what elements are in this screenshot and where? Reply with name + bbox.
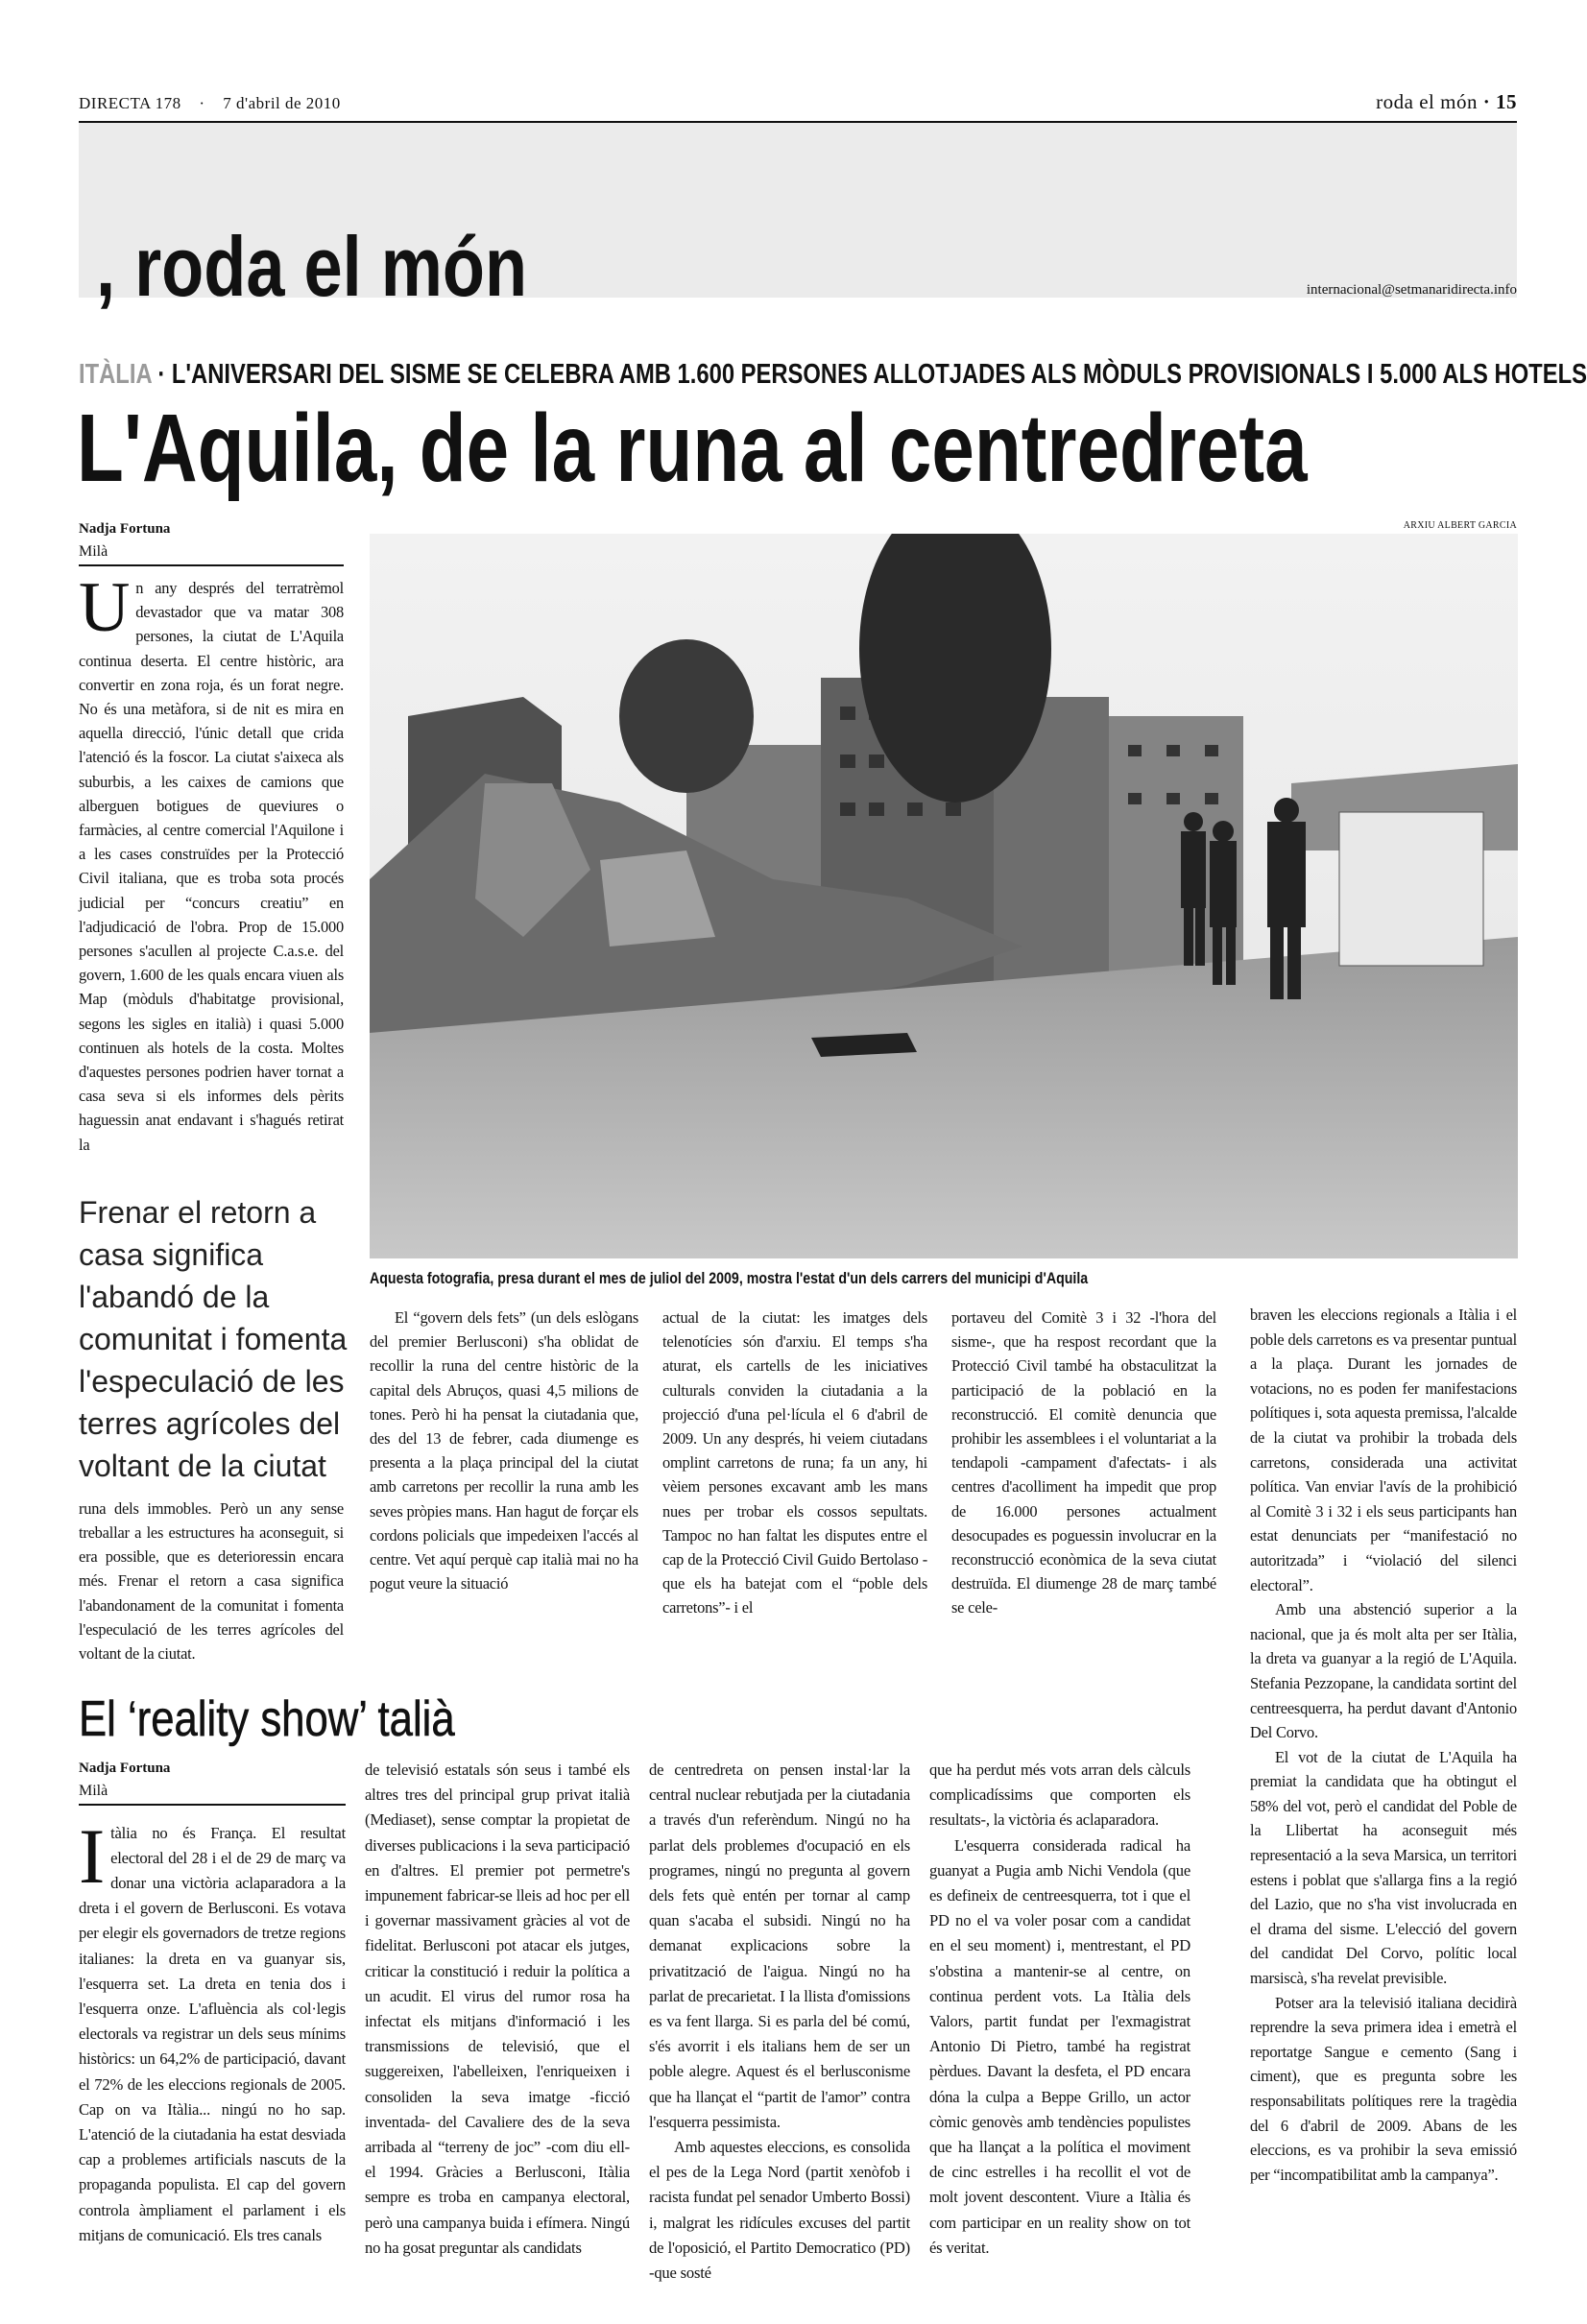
article2-byline	[79, 1758, 346, 1802]
section-email[interactable]: internacional@setmanaridirecta.info	[1306, 282, 1517, 298]
author-city: Milà	[79, 543, 108, 560]
drop-cap: I	[79, 1811, 106, 1900]
article1-left-column	[79, 568, 348, 1665]
article-photo	[370, 534, 1518, 1258]
author-city: Milà	[79, 1783, 108, 1799]
article2	[79, 1689, 1202, 2286]
article-kicker	[79, 359, 1587, 391]
article1-column-2: El “govern dels fets” (un dels eslògans del premier Berlusconi) s'ha oblidat de recollir la runa del centre històric de la capital dels Abruços, quasi 4,5 milions de tones. Però hi ha pensat la ciutadania que, des del 13 de febrer, cada diumenge es presenta a la plaça principal del la ciutat amb carretons per recollir la runa amb les seves pròpies mans. Han hagut de forçar els cordons policials que impedeixen l'accés al centre. Vet aquí perquè cap italià mai no ha pogut veure la situació	[370, 1308, 638, 1593]
byline-rule	[79, 1804, 346, 1806]
section-title: , roda el món	[96, 219, 528, 314]
running-header-left	[79, 94, 341, 113]
article2-column-3: de centredreta on pensen instal·lar la central nuclear rebutjada per la ciutadania a través d'un referèndum. Ningú no ha parlat dels problemes d'ocupació en els programes, ningú no pregunta al govern dels fets què entén per tornar al camp quan s'acaba el subsidi. Ningú no ha demanat explicacions sobre la privatització de l'aigua. Ningú no ha parlat de precarietat. I la llista d'omissions es va fent llarga. Si es parla del bé comú, s'és avorrit i els italians hem de ser un poble alegre. Aquest és el berlusconisme que ha llançat el “partit de l'amor” contra l'esquerra pessimista. Amb aquestes eleccions, es consolida el pes de la Lega Nord (partit xenòfob i racista fundat pel senador Umberto Bossi) i, malgrat les ridícules excuses del partit de l'oposició, el Partito Democratico (PD) -que sosté	[649, 1761, 910, 2283]
article2-column-2: de televisió estatals són seus i també els altres tres del principal grup privat italià (Mediaset), sense comptar la propietat de diverses publicacions i la seva participació en d'altres. El premier pot permetre's impunement fabricar-se lleis ad hoc per ell i governar massivament gràcies al vot de fidelitat. Berlusconi pot atacar els jutges, criticar la constitució i reduir la política a un acudit. El virus del rumor rosa ha infectat els mitjans d'informació i les transmissions de televisió, que el suggereixen, l'abelleixen, l'enriqueixen i consoliden la seva imatge -ficció inventada- del Cavaliere des de la seva arribada al “terreny de joc” -com diu ell- el 1994. Gràcies a Berlusconi, Itàlia sempre es troba en campanya electoral, però una campanya buida i efímera. Ningú no ha gosat preguntar als candidats	[365, 1761, 630, 2257]
issue-date: 7 d'abril de 2010	[223, 94, 341, 112]
article1-under-photo	[370, 1270, 1224, 1620]
article1-column-1	[79, 568, 344, 1157]
author-name: Nadja Fortuna	[79, 521, 171, 537]
author-name: Nadja Fortuna	[79, 1761, 171, 1776]
publication-issue: DIRECTA 178	[79, 94, 181, 112]
page-number: 15	[1496, 90, 1517, 113]
article1-column-4: portaveu del Comitè 3 i 32 -l'hora del sisme-, que ha respost recordant que la Protecció Civil també ha obstaculitzat la participació de la població en la reconstrucció. El comitè denuncia que prohibir les assemblees i el voluntariat a la tendapoli -campament d'afectats- i als centres d'acolliment ha impedit que prop de 16.000 persones actualment desocupades es poguessin involucrar en la reconstrucció econòmica de la seva ciutat destruïda. El diumenge 28 de març també se cele-	[951, 1308, 1216, 1617]
running-header-right: roda el món · 15	[1376, 90, 1517, 113]
photo-caption: Aquesta fotografia, presa durant el mes de juliol del 2009, mostra l'estat d'un dels carrers del municipi d'Aquila	[370, 1270, 1089, 1287]
article1-body-text: n any després del terratrèmol devastador que va matar 308 persones, la ciutat de L'Aquila continua deserta. El centre històric, ara convertir en zona roja, és un forat negre. No és una metàfora, si de nit es mira en aquella direcció, l'únic detall que crida l'atenció és la foscor. La ciutat s'aixeca als suburbis, a les caixes de camions que alberguen botigues de queviures o farmàcies, al centre comercial l'Aquilone i a les cases construïdes per la Protecció Civil italiana, que es troba sota procés judicial per “concurs creatiu” en l'adjudicació de l'obra. Prop de 15.000 persones s'acullen al projecte C.a.s.e. del govern, 1.600 de les quals encara viuen als Map (mòduls d'habitatge provisional, segons les sigles en italià) i quasi 5.000 continuen als hotels de la costa. Moltes d'aquestes persones podrien haver tornat a casa seva si els informes dels pèrits haguessin anat endavant i s'hagués retirat la	[79, 579, 344, 1154]
photo-credit: ARXIU ALBERT GARCIA	[1403, 520, 1517, 531]
header-separator: ·	[199, 94, 205, 112]
article1-column-5: braven les eleccions regionals a Itàlia i el poble dels carretons es va presentar puntual a la plaça. Durant les jornades de votacions, no es poden fer manifestacions polítiques i, sota aquesta premissa, l'alcalde de la ciutat va prohibir la trobada dels carretons, considerada una activitat política. Van enviar l'avís de la prohibició al Comitè 3 i 32 i els seus participants han estat denunciats per “manifestació no autoritzada” i “violació del silenci electoral”. Amb una abstenció superior a la nacional, que ja és molt alta per ser Itàlia, la dreta va guanyar a la regió de L'Aquila. Stefania Pezzopane, la candidata sortint del centreesquerra, ha perdut davant d'Antonio Del Corvo. El vot de la ciutat de L'Aquila ha premiat la candidata que ha obtingut el 58% del vot, però el candidat del Poble de la Llibertat ha aconseguit més representació a la seva Marsica, un territori estens i poblat que s'allarga fins a la regió del Lazio, que no s'ha vist involucrada en el drama del sisme. L'elecció del govern del candidat Del Corvo, polític local marsiscà, s'ha revelat previsible. Potser ara la televisió italiana decidirà reprendre la seva primera idea i emetrà el reportatge Sangue e cemento (Sang i ciment), que es pregunta sobre les responsabilitats polítiques rere la tragèdia del 6 d'abril de 2009. Abans de les eleccions, es va prohibir la seva emissió per “incompatibilitat amb la campanya”.	[1250, 1306, 1517, 2184]
article2-column-1-wrap	[79, 1758, 346, 2248]
section-name: roda el món	[1376, 90, 1478, 113]
article2-column-4: que ha perdut més vots arran dels càlculs complicadíssims que comporten els resultats-, la victòria és aclaparadora. L'esquerra considerada radical ha guanyat a Pugia amb Nichi Vendola (que es defineix de centreesquerra, tot i que el PD no el va voler posar com a candidat en el seu moment) i, mentrestant, el PD s'obstina a mantenir-se al centre, on continua perdent vots. La Itàlia dels Valors, partit fundat per l'exmagistrat Antonio Di Pietro, també ha registrat pèrdues. Davant la desfeta, el PD encara dóna la culpa a Beppe Grillo, un actor còmic genovès amb tendències populistes que ha llançat a la política el moviment de cinc estrelles i ha recollit el vot de molt jovent descontent. Viure a Itàlia és com participar en un reality show on tot és veritat.	[929, 1761, 1190, 2257]
article1-column-1-continued: runa dels immobles. Però un any sense treballar a les estructures ha aconseguit, si era possible, que es deterioressin encara més. Frenar el retorn a casa significa l'abandonament de la comunitat i fomenta l'especulació de les terres agrícoles del voltant de la ciutat.	[79, 1498, 344, 1664]
kicker-country: ITÀLIA	[79, 359, 152, 390]
byline-rule	[79, 564, 344, 566]
article2-headline: El ‘reality show’ talià	[79, 1691, 455, 1747]
article-byline	[79, 518, 344, 563]
article1-column-3: actual de la ciutat: les imatges dels telenotícies són d'arxiu. El temps s'ha aturat, els cartells de les iniciatives culturals conviden la ciutadania a la projecció d'una pel·lícula el 6 d'abril de 2009. Un any després, hi veiem ciutadans omplint carretons de runa; fa un any, hi vèiem persones excavant amb les mans nues per trobar els cossos sepultats. Tampoc no han faltat les disputes entre el cap de la Protecció Civil Guido Bertolaso -que els ha batejat com el “poble dels carretons”- i el	[662, 1308, 927, 1617]
kicker-text: · L'ANIVERSARI DEL SISME SE CELEBRA AMB 1.600 PERSONES ALLOTJADES ALS MÒDULS PROVISIONALS I 5.000 ALS HOTELS	[151, 359, 1587, 390]
pull-quote: Frenar el retorn a casa significa l'abandó de la comunitat i fomenta l'especulació de les terres agrícoles del voltant de la ciutat	[79, 1194, 348, 1483]
drop-cap: U	[79, 568, 131, 647]
article-headline: L'Aquila, de la runa al centredreta	[77, 395, 1308, 502]
earthquake-street-photo	[370, 534, 1518, 1258]
article2-column-1: Itàlia no és França. El resultat electoral del 28 i el de 29 de març va donar una victòria aclaparadora a la dreta i el govern de Berlusconi. Es votava per elegir els governadors de tretze regions italianes: la dreta en va guanyar sis, l'esquerra set. La dreta en tenia dos i l'esquerra onze. L'afluència als col·legis electorals va registrar un dels seus mínims històrics: un 64,2% de participació, davant el 72% de les eleccions regionals de 2005. Cap on va Itàlia... ningú no ho sap. L'atenció de la ciutadania ha estat desviada cap a problemes artificials nascuts de la propaganda populista. El cap del govern controla àmpliament el parlament i els mitjans de comunicació. Els tres canals	[79, 1811, 346, 2244]
